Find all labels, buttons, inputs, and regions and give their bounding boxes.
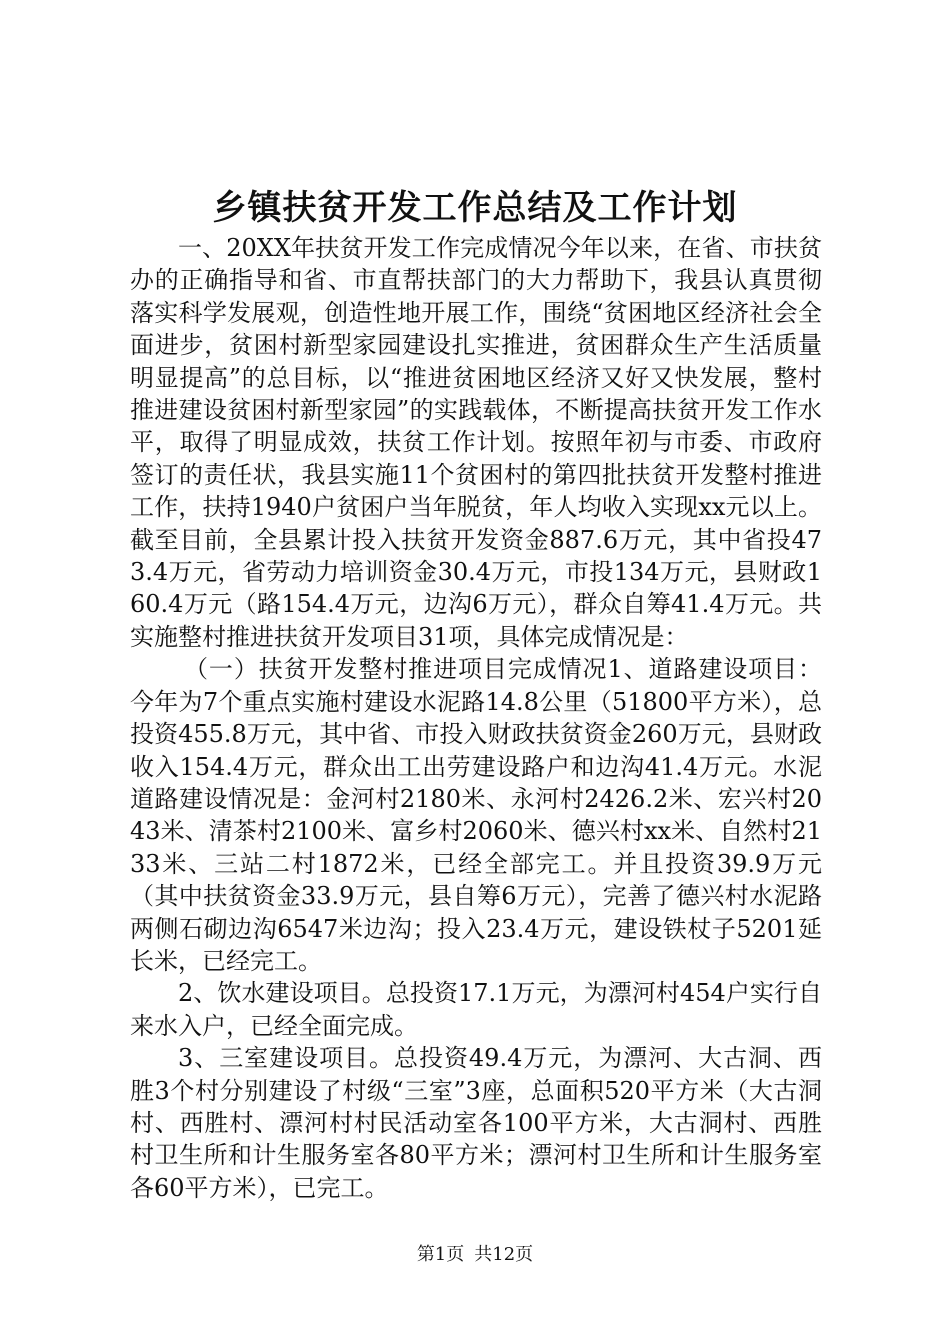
paragraph-4: 3、三室建设项目。总投资49.4万元，为漂河、大古洞、西胜3个村分别建设了村级“三室”3座，总面积520平方米（大古洞村、西胜村、漂河村村民活动室各100平方米，大古洞村、西胜村卫生所和计生服务室各80平方米；漂河村卫生所和计生服务室各60平方米），已完工。: [130, 1044, 822, 1202]
paragraph-1: 一、20XX年扶贫开发工作完成情况今年以来，在省、市扶贫办的正确指导和省、市直帮扶部门的大力帮助下，我县认真贯彻落实科学发展观，创造性地开展工作，围绕“贫困地区经济社会全面进步，贫困村新型家园建设扎实推进，贫困群众生产生活质量明显提高”的总目标，以“推进贫困地区经济又好又快发展，整村推进建设贫困村新型家园”的实践载体，不断提高扶贫开发工作水平，取得了明显成效，扶贫工作计划。按照年初与市委、市政府签订的责任状，我县实施11个贫困村的第四批扶贫开发整村推进工作，扶持1940户贫困户当年脱贫，年人均收入实现xx元以上。截至目前，全县累计投入扶贫开发资金887.6万元，其中省投473.4万元，省劳动力培训资金30.4万元，市投134万元，县财政160.4万元（路154.4万元，边沟6万元），群众自筹41.4万元。共实施整村推进扶贫开发项目31项，具体完成情况是：: [130, 234, 822, 651]
document-body: [130, 232, 822, 1204]
page-number: 第1页: [416, 1244, 465, 1265]
paragraph-2: （一）扶贫开发整村推进项目完成情况1、道路建设项目：今年为7个重点实施村建设水泥路14.8公里（51800平方米），总投资455.8万元，其中省、市投入财政扶贫资金260万元，县财政收入154.4万元，群众出工出劳建设路户和边沟41.4万元。水泥道路建设情况是：金河村2180米、永河村2426.2米、宏兴村2043米、清茶村2100米、富乡村2060米、德兴村xx米、自然村2133米、三站二村1872米，已经全部完工。并且投资39.9万元（其中扶贫资金33.9万元，县自筹6万元），完善了德兴村水泥路两侧石砌边沟6547米边沟；投入23.4万元，建设铁杖子5201延长米，已经完工。: [130, 655, 822, 975]
page-footer: [0, 1243, 950, 1267]
page-total: 共12页: [474, 1244, 534, 1265]
document-title: 乡镇扶贫开发工作总结及工作计划: [212, 188, 738, 228]
paragraph-3: 2、饮水建设项目。总投资17.1万元，为漂河村454户实行自来水入户，已经全面完成。: [130, 979, 822, 1040]
